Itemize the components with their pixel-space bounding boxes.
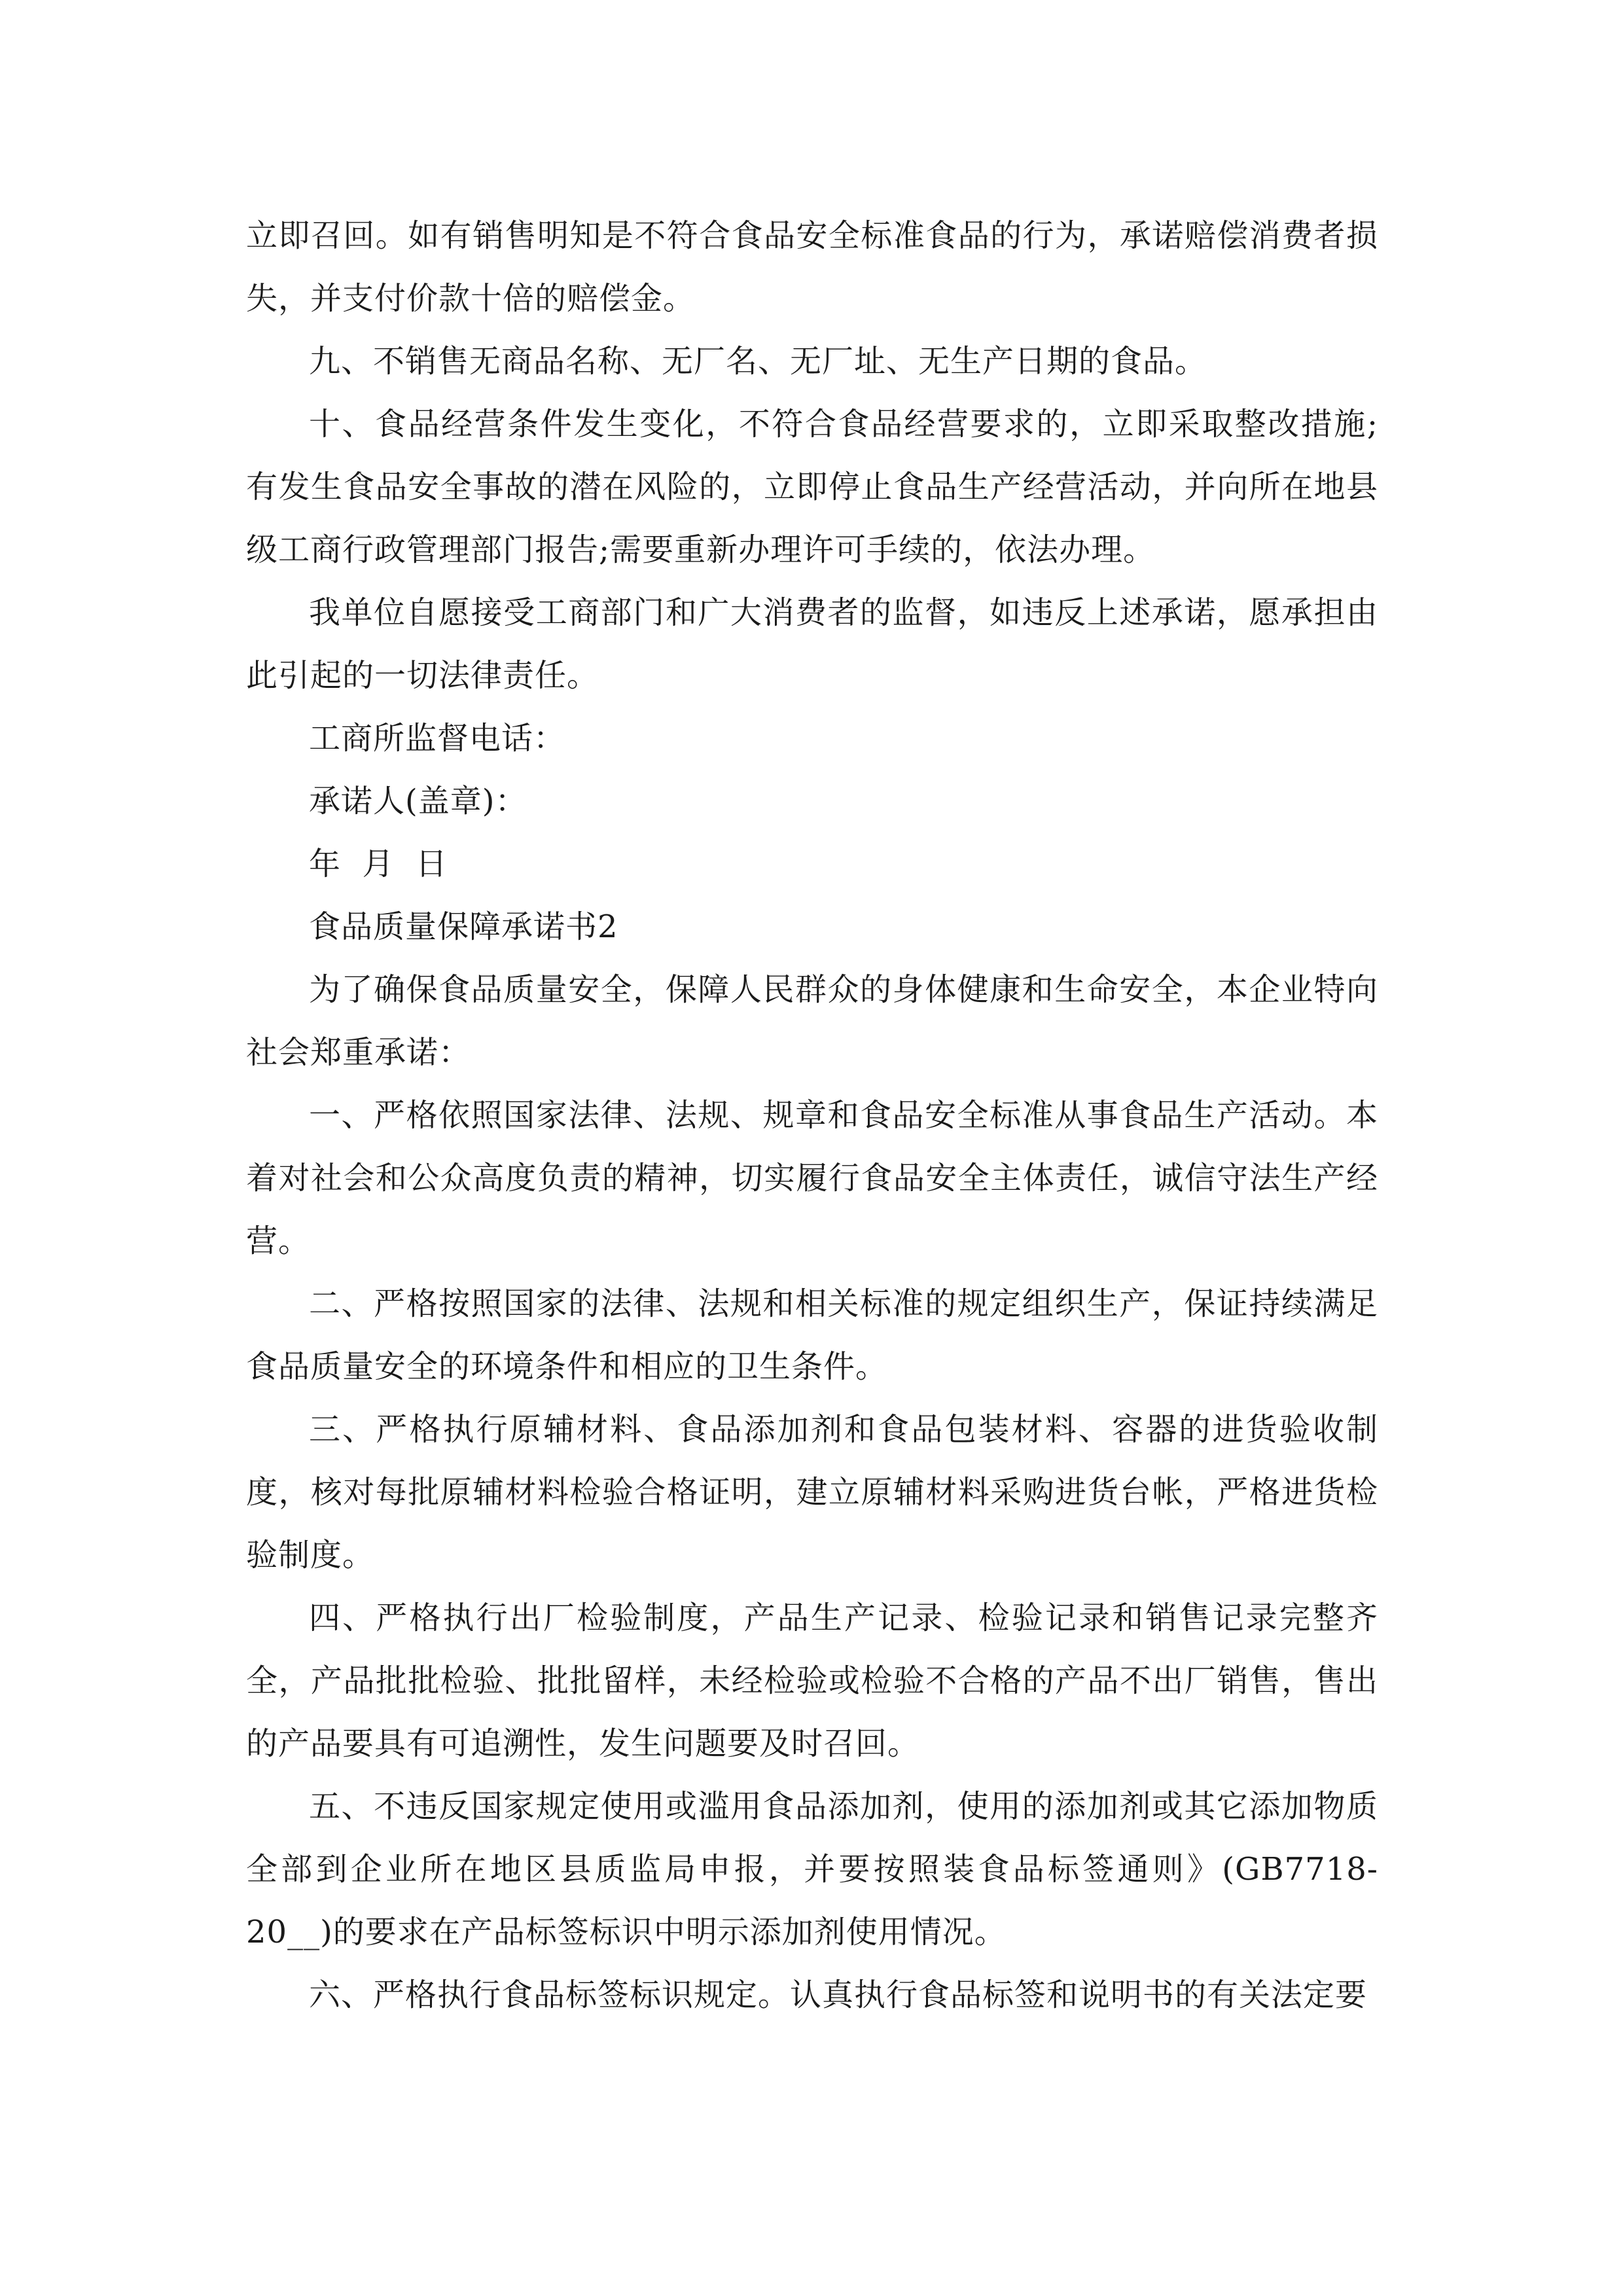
paragraph-item-3: 三、严格执行原辅材料、食品添加剂和食品包装材料、容器的进货验收制度，核对每批原辅材料检验合格证明，建立原辅材料采购进货台帐，严格进货检验制度。 bbox=[246, 1411, 1378, 1573]
paragraph-item-1: 一、严格依照国家法律、法规、规章和食品安全标准从事食品生产活动。本着对社会和公众高度负责的精神，切实履行食品安全主体责任，诚信守法生产经营。 bbox=[246, 1097, 1378, 1259]
supervision-phone-label: 工商所监督电话： bbox=[309, 720, 566, 757]
paragraph-item-5: 五、不违反国家规定使用或滥用食品添加剂，使用的添加剂或其它添加物质全部到企业所在地区县质监局申报，并要按照装食品标签通则》(GB7718-20__)的要求在产品标签标识中明示添加剂使用情况。 bbox=[246, 1788, 1378, 1950]
paragraph-item-2: 二、严格按照国家的法律、法规和相关标准的规定组织生产，保证持续满足食品质量安全的环境条件和相应的卫生条件。 bbox=[246, 1285, 1378, 1385]
promisor-seal-label: 承诺人(盖章)： bbox=[309, 783, 527, 819]
paragraph-item-10: 十、食品经营条件发生变化，不符合食品经营要求的，立即采取整改措施;有发生食品安全事故的潜在风险的，立即停止食品生产经营活动，并向所在地县级工商行政管理部门报告;需要重新办理许可手续的，依法办理。 bbox=[246, 406, 1378, 568]
paragraph-recall-continued: 立即召回。如有销售明知是不符合食品安全标准食品的行为，承诺赔偿消费者损失，并支付价款十倍的赔偿金。 bbox=[246, 217, 1378, 317]
paragraph-intro-2: 为了确保食品质量安全，保障人民群众的身体健康和生命安全，本企业特向社会郑重承诺： bbox=[246, 971, 1378, 1071]
section-title-2: 食品质量保障承诺书2 bbox=[309, 908, 618, 945]
date-line: 年 月 日 bbox=[309, 846, 448, 882]
paragraph-item-4: 四、严格执行出厂检验制度，产品生产记录、检验记录和销售记录完整齐全，产品批批检验、批批留样，未经检验或检验不合格的产品不出厂销售，售出的产品要具有可追溯性，发生问题要及时召回。 bbox=[246, 1600, 1378, 1762]
paragraph-supervision-acceptance: 我单位自愿接受工商部门和广大消费者的监督，如违反上述承诺，愿承担由此引起的一切法律责任。 bbox=[246, 594, 1378, 694]
document-body bbox=[246, 204, 1378, 2026]
paragraph-item-6: 六、严格执行食品标签标识规定。认真执行食品标签和说明书的有关法定要 bbox=[309, 1977, 1368, 2013]
paragraph-item-9: 九、不销售无商品名称、无厂名、无厂址、无生产日期的食品。 bbox=[309, 343, 1207, 380]
